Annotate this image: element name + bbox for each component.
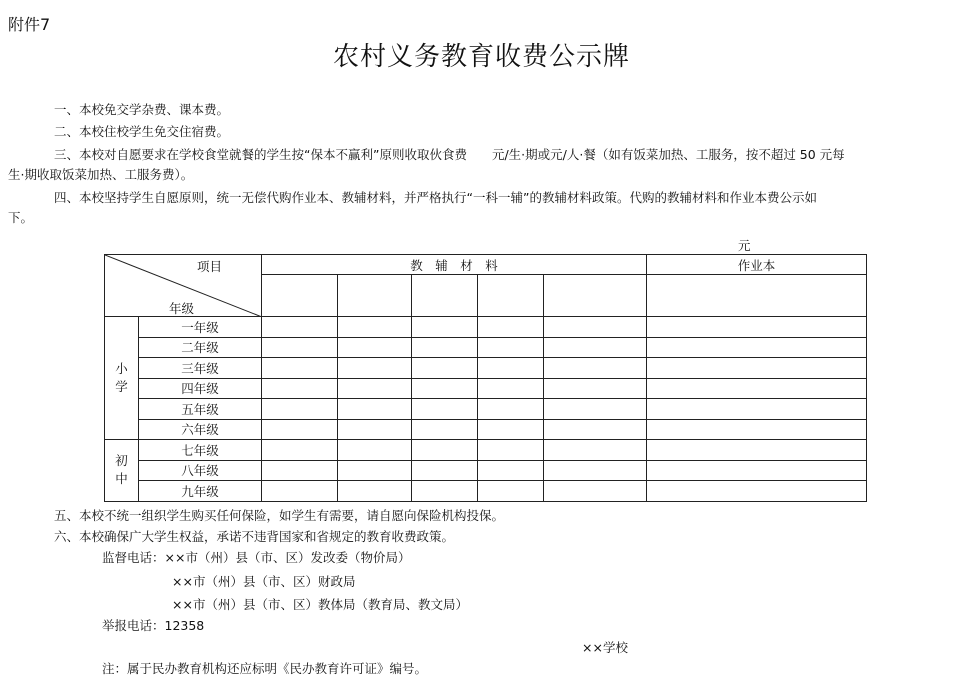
paragraph-5: 五、本校不统一组织学生购买任何保险，如学生有需要，请自愿向保险机构投保。: [54, 508, 505, 523]
paragraph-2: 二、本校住校学生免交住宿费。: [54, 124, 230, 139]
group-label-char: 初 中: [115, 453, 128, 487]
sub-header-cell: [338, 275, 412, 317]
sub-header-cell: [262, 275, 338, 317]
header-zuoyeben: 作业本: [647, 255, 867, 275]
paragraph-3-line-2: 生·期收取饭菜加热、工服务费）。: [8, 167, 194, 182]
grade-label: 七年级: [139, 440, 262, 461]
supervise-phone: 监督电话：××市（州）县（市、区）发改委（物价局）: [102, 550, 411, 565]
footnote: 注：属于民办教育机构还应标明《民办教育许可证》编号。: [102, 661, 428, 676]
table-row: [105, 358, 867, 379]
grade-label: 五年级: [139, 399, 262, 420]
group-label-char: 小 学: [115, 361, 128, 394]
group-label-middle: [105, 440, 139, 502]
table-row: [105, 440, 867, 461]
table-row: [105, 481, 867, 502]
attachment-label: 附件7: [8, 15, 51, 34]
table-row: [105, 317, 867, 338]
currency-unit: 元: [738, 238, 751, 253]
corner-label-item: 项目: [197, 259, 223, 274]
grade-label: 六年级: [139, 419, 262, 440]
grade-label: 一年级: [139, 317, 262, 338]
grade-label: 二年级: [139, 337, 262, 358]
school-name: ××学校: [582, 640, 628, 655]
paragraph-1: 一、本校免交学杂费、课本费。: [54, 102, 230, 117]
sub-header-cell: [544, 275, 647, 317]
table-row: [105, 399, 867, 420]
table-corner-cell: [105, 255, 262, 317]
page-title: 农村义务教育收费公示牌: [332, 42, 630, 72]
grade-label: 三年级: [139, 358, 262, 379]
table-row: [105, 378, 867, 399]
sub-header-cell: [412, 275, 478, 317]
report-phone: 举报电话：12358: [102, 618, 205, 633]
corner-label-grade: 年级: [169, 301, 195, 316]
grade-label: 九年级: [139, 481, 262, 502]
paragraph-4-line-2: 下。: [8, 210, 34, 225]
table-row: [105, 460, 867, 481]
paragraph-6: 六、本校确保广大学生权益，承诺不违背国家和省规定的教育收费政策。: [54, 529, 455, 544]
table-row: [105, 419, 867, 440]
supervise-finance: ××市（州）县（市、区）财政局: [172, 574, 356, 589]
fee-table: [104, 254, 867, 502]
sub-header-cell: [647, 275, 867, 317]
sub-header-cell: [478, 275, 544, 317]
header-jiaofu: 教 辅 材 料: [262, 255, 647, 275]
grade-label: 八年级: [139, 460, 262, 481]
supervise-education: ××市（州）县（市、区）教体局（教育局、教文局）: [172, 597, 468, 612]
paragraph-3-line-1: 三、本校对自愿要求在学校食堂就餐的学生按“保本不赢利”原则收取伙食费 元/生·期或元/人·餐（如有饭菜加热、工服务，按不超过 50 元每: [54, 147, 845, 162]
grade-label: 四年级: [139, 378, 262, 399]
paragraph-4-line-1: 四、本校坚持学生自愿原则，统一无偿代购作业本、教辅材料，并严格执行“一科一辅”的教辅材料政策。代购的教辅材料和作业本费公示如: [54, 190, 817, 205]
table-row: [105, 337, 867, 358]
group-label-primary: [105, 317, 139, 440]
